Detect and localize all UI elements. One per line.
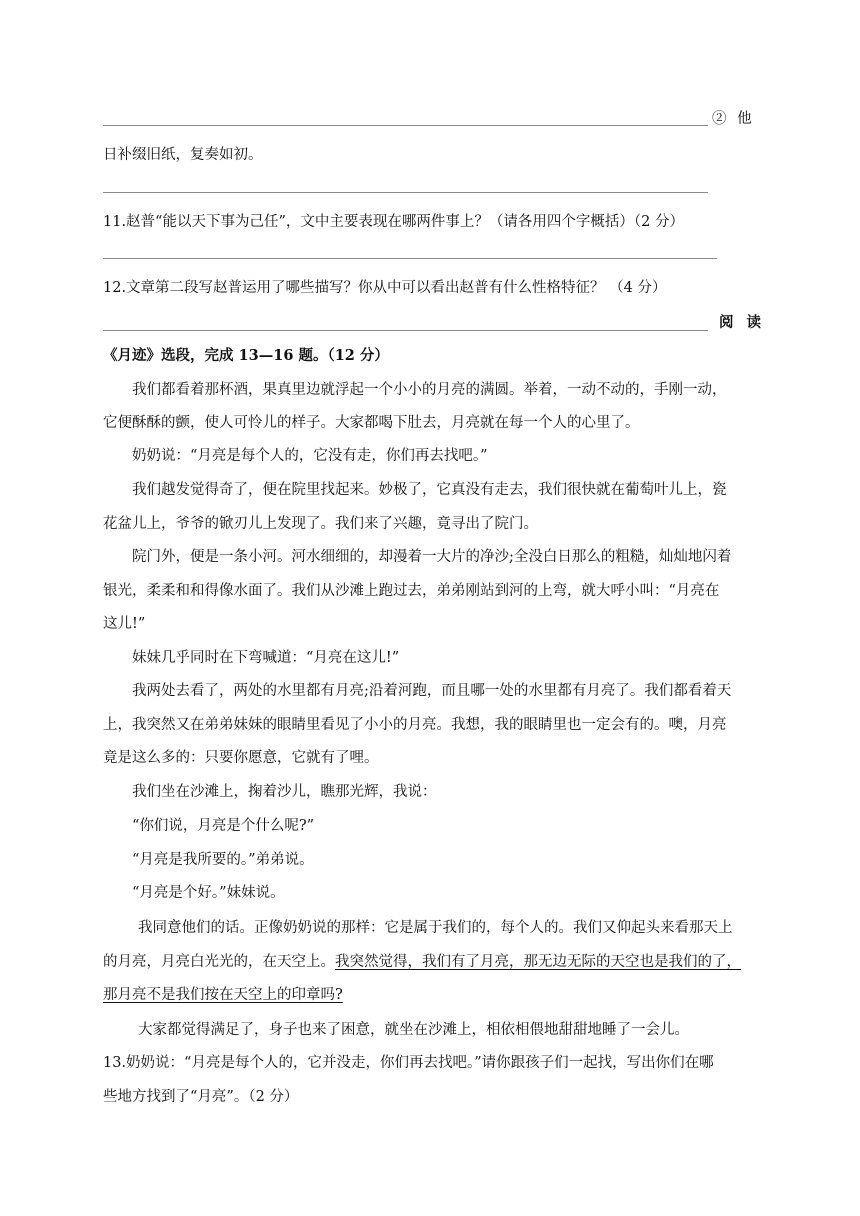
underlined-sentence: 我突然觉得，我们有了月亮，那无边无际的天空也是我们的了， — [335, 954, 741, 970]
underlined-sentence: 那月亮不是我们按在天空上的印章吗? — [103, 987, 343, 1003]
question-11: 11.赵普“能以天下事为己任”，文中主要表现在哪两件事上？（请各用四个字概括）（2 分） — [103, 214, 684, 230]
paragraph-line: 我同意他们的话。正像奶奶说的那样：它是属于我们的，每个人的。我们又仰起头来看那天上 — [138, 920, 733, 936]
answer-line[interactable] — [103, 330, 708, 331]
paragraph-line — [103, 952, 741, 972]
paragraph-line: 我们都看着那杯酒，果真里边就浮起一个小小的月亮的满圆。举着，一动不动的，手刚一动， — [132, 382, 727, 398]
question-13-cont: 些地方找到了“月亮”。（2 分） — [103, 1089, 299, 1105]
paragraph-line: 花盆儿上，爷爷的锨刃儿上发现了。我们来了兴趣，竟寻出了院门。 — [103, 516, 538, 532]
paragraph-line: 大家都觉得满足了，身子也来了困意，就坐在沙滩上，相依相偎地甜甜地睡了一会儿。 — [138, 1022, 689, 1038]
paragraph-line: 我两处去看了，两处的水里都有月亮;沿着河跑，而且哪一处的水里都有月亮了。我们都看着天 — [132, 683, 732, 699]
paragraph-line: 院门外，便是一条小河。河水细细的，却漫着一大片的净沙;全没白日那么的粗糙，灿灿地闪着 — [132, 549, 732, 565]
section-title: 《月迹》选段，完成 13—16 题。（12 分） — [103, 347, 389, 364]
text-line: 日补缀旧纸，复奏如初。 — [103, 147, 263, 163]
paragraph-line: “月亮是个好。”妹妹说。 — [132, 885, 285, 901]
question-12: 12.文章第二段写赵普运用了哪些描写？你从中可以看出赵普有什么性格特征？ （4 分） — [103, 280, 667, 296]
paragraph-line: 我们坐在沙滩上，掬着沙儿，瞧那光辉，我说： — [132, 784, 437, 800]
paragraph-line: 上，我突然又在弟弟妹妹的眼睛里看见了小小的月亮。我想，我的眼睛里也一定会有的。噢，月亮 — [103, 717, 727, 733]
paragraph-line: 奶奶说：“月亮是每个人的，它没有走，你们再去找吧。” — [132, 448, 488, 464]
paragraph-line: 竟是这么多的：只要你愿意，它就有了哩。 — [103, 750, 379, 766]
paragraph-line: 妹妹几乎同时在下弯喊道：“月亮在这儿!” — [132, 650, 400, 666]
paragraph-line: 它便酥酥的颤，使人可怜儿的样子。大家都喝下肚去，月亮就在每一个人的心里了。 — [103, 415, 640, 431]
text-line: 阅 读 — [719, 314, 762, 331]
answer-line[interactable] — [103, 258, 717, 259]
answer-line[interactable] — [103, 125, 708, 126]
paragraph-line: “你们说，月亮是个什么呢?” — [132, 818, 315, 834]
paragraph-line: “月亮是我所要的。”弟弟说。 — [132, 852, 314, 868]
paragraph-line: 银光，柔柔和和得像水面了。我们从沙滩上跑过去，弟弟刚站到河的上弯，就大呼小叫：“月亮在 — [103, 583, 720, 599]
paragraph-line: 这儿!” — [103, 616, 146, 632]
paragraph-line: 我们越发觉得奇了，便在院里找起来。妙极了，它真没有走去，我们很快就在葡萄叶儿上，瓷 — [132, 482, 727, 498]
plain-text: 的月亮，月亮白光光的，在天空上。 — [103, 954, 335, 970]
answer-line[interactable] — [103, 192, 708, 193]
text-line: ② 他 — [712, 111, 752, 127]
question-13: 13.奶奶说：“月亮是每个人的，它并没走，你们再去找吧。”请你跟孩子们一起找，写出你们在哪 — [103, 1055, 714, 1071]
